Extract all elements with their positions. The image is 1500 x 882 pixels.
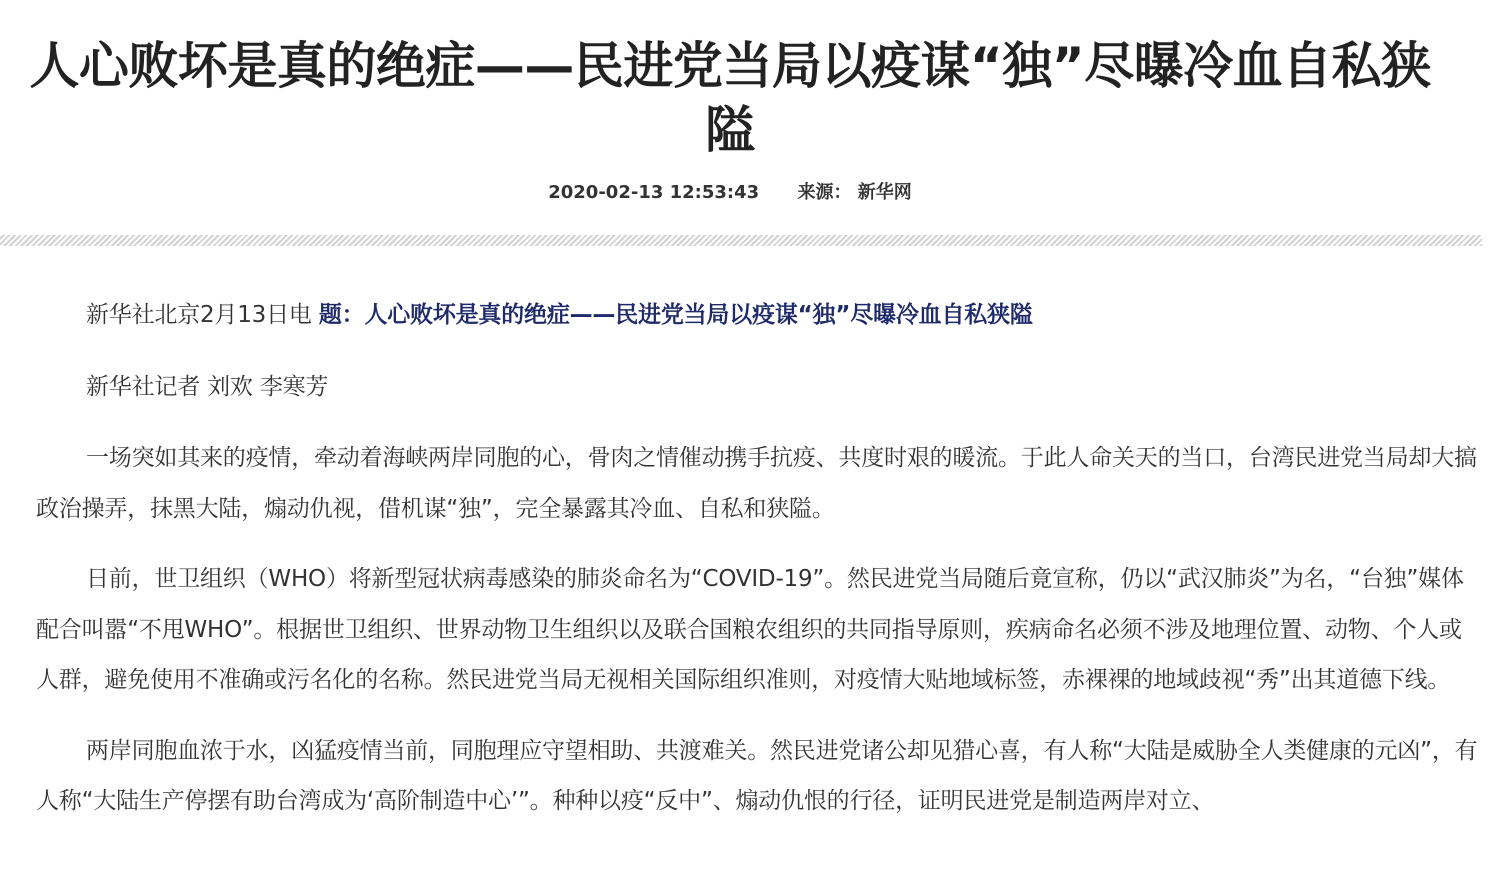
source-name: 新华网 (857, 182, 912, 203)
dateline: 新华社北京2月13日电 (86, 302, 312, 328)
title-reference: 题：人心败坏是真的绝症——民进党当局以疫谋“独”尽曝冷血自私狭隘 (318, 302, 1033, 328)
byline: 新华社记者 刘欢 李寒芳 (86, 373, 329, 400)
body-paragraph-2: 日前，世卫组织（WHO）将新型冠状病毒感染的肺炎命名为“COVID-19”。然民进党当局随后竟宣称，仍以“武汉肺炎”为名，“台独”媒体配合叫嚣“不甩WHO”。根据世卫组织、世界动物卫生组织以及联合国粮农组织的共同指导原则，疾病命名必须不涉及地理位置、动物、个人或人群，避免使用不准确或污名化的名称。然民进党当局无视相关国际组织准则，对疫情大贴地域标签，赤裸裸的地域歧视“秀”出其道德下线。 (36, 566, 1464, 693)
dateline-paragraph (36, 290, 1480, 341)
headline: 人心败坏是真的绝症——民进党当局以疫谋“独”尽曝冷血自私狭隘 (29, 37, 1431, 159)
body-paragraph-3: 两岸同胞血浓于水，凶猛疫情当前，同胞理应守望相助、共渡难关。然民进党诸公却见猎心喜，有人称“大陆是威胁全人类健康的元凶”，有人称“大陆生产停摆有助台湾成为‘高阶制造中心’”。种种以疫“反中”、煽动仇恨的行径，证明民进党是制造两岸对立、 (36, 737, 1478, 814)
header-divider (0, 235, 1482, 246)
article-body (36, 290, 1480, 847)
body-paragraph-1: 一场突如其来的疫情，牵动着海峡两岸同胞的心，骨肉之情催动携手抗疫、共度时艰的暖流。于此人命关天的当口，台湾民进党当局却大搞政治操弄，抹黑大陆，煽动仇视，借机谋“独”，完全暴露其冷血、自私和狭隘。 (36, 445, 1477, 522)
source-label: 来源： (797, 182, 852, 203)
publish-date: 2020-02-13 12:53:43 (548, 182, 760, 203)
article-meta (0, 180, 1460, 206)
